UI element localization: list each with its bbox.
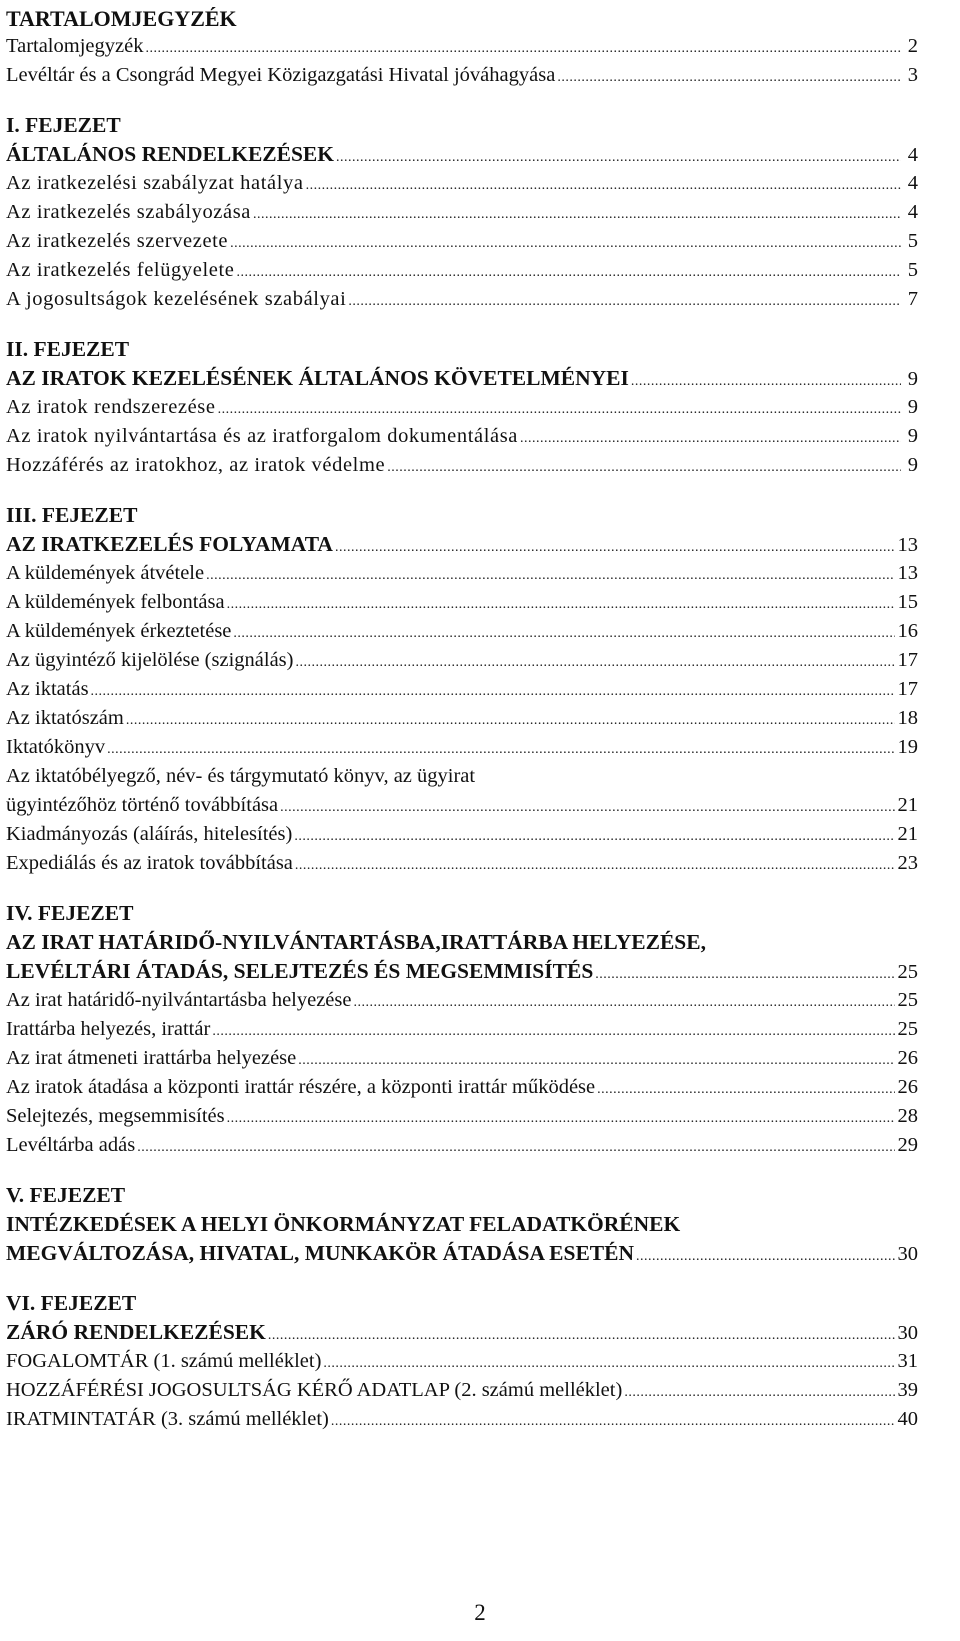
toc-entry[interactable] <box>6 820 918 849</box>
toc-entry-text: FOGALOMTÁR (1. számú melléklet) <box>6 1350 322 1372</box>
toc-entry-text: A küldemények érkeztetése <box>6 620 232 642</box>
dot-leader <box>126 706 895 735</box>
toc-entry[interactable] <box>6 849 918 878</box>
toc-entry[interactable] <box>6 393 918 422</box>
chapter-number: II. FEJEZET <box>6 337 130 361</box>
toc-entry[interactable] <box>6 588 918 617</box>
toc-entry-text: Levéltárba adás <box>6 1134 136 1156</box>
toc-entry[interactable] <box>6 675 918 704</box>
toc-entry[interactable] <box>6 227 918 256</box>
toc-entry-page: 23 <box>897 852 918 874</box>
toc-entry-text: Az irat átmeneti irattárba helyezése <box>6 1047 297 1069</box>
dot-leader <box>280 793 894 822</box>
spacer <box>6 1160 918 1181</box>
toc-entry-page: 25 <box>897 961 918 983</box>
toc-entry[interactable] <box>6 617 918 646</box>
toc-entry-text: Az iratok nyilvántartása és az iratforgalom dokumentálása <box>6 425 518 447</box>
spacer <box>6 878 918 899</box>
toc-entry-text: ügyintézőhöz történő továbbítása <box>6 794 279 816</box>
chapter-title-entry[interactable] <box>6 140 918 169</box>
toc-entry[interactable] <box>6 1102 918 1131</box>
toc-entry-text: Az iktatószám <box>6 707 124 729</box>
toc-entry-page: 30 <box>897 1322 918 1344</box>
toc-entry-line: Az iktatóbélyegző, név- és tárgymutató könyv, az ügyirat <box>6 765 476 787</box>
toc-entry-text: Az ügyintéző kijelölése (szignálás) <box>6 649 294 671</box>
dot-leader <box>387 453 901 482</box>
toc-entry-text: Az irat határidő-nyilvántartásba helyezése <box>6 989 352 1011</box>
dot-leader <box>233 619 894 648</box>
dot-leader <box>227 1104 895 1133</box>
spacer <box>6 314 918 335</box>
dot-leader <box>212 1017 894 1046</box>
toc-entry[interactable] <box>6 646 918 675</box>
dot-leader <box>145 34 901 63</box>
toc-entry-text: Levéltár és a Csongrád Megyei Közigazgatási Hivatal jóváhagyása <box>6 64 556 86</box>
chapter-title-entry[interactable] <box>6 1318 918 1347</box>
toc-entry[interactable] <box>6 733 918 762</box>
spacer <box>6 1268 918 1289</box>
toc-entry-page: 40 <box>897 1408 918 1430</box>
dot-leader <box>230 229 901 258</box>
chapter-title-line: INTÉZKEDÉSEK A HELYI ÖNKORMÁNYZAT FELADATKÖRÉNEK <box>6 1212 681 1236</box>
toc-entry[interactable] <box>6 791 918 820</box>
toc-entry-page: 39 <box>897 1379 918 1401</box>
toc-entry-text: A küldemények átvétele <box>6 562 205 584</box>
toc-entry-page: 17 <box>897 649 918 671</box>
toc-entry-page: 9 <box>907 454 918 476</box>
toc-entry-page: 13 <box>897 562 918 584</box>
toc-entry-text: LEVÉLTÁRI ÁTADÁS, SELEJTEZÉS ÉS MEGSEMMISÍTÉS <box>6 959 594 983</box>
toc-entry-text: Az iratkezelés szabályozása <box>6 201 251 223</box>
dot-leader <box>107 735 894 764</box>
toc-entry-text: AZ IRATOK KEZELÉSÉNEK ÁLTALÁNOS KÖVETELMÉNYEI <box>6 366 629 390</box>
toc-entry[interactable] <box>6 169 918 198</box>
chapter-number: I. FEJEZET <box>6 113 121 137</box>
toc-entry-text: Az iratok rendszerezése <box>6 396 216 418</box>
toc-entry-text: Az iktatás <box>6 678 89 700</box>
dot-leader <box>298 1046 894 1075</box>
toc-entry[interactable] <box>6 32 918 61</box>
toc-entry-page: 25 <box>897 1018 918 1040</box>
dot-leader <box>336 143 901 172</box>
toc-entry-text: ÁLTALÁNOS RENDELKEZÉSEK <box>6 142 334 166</box>
toc-entry-page: 9 <box>907 368 918 390</box>
toc-entry[interactable] <box>6 1131 918 1160</box>
toc-entry-text: Az iratok átadása a központi irattár részére, a központi irattár működése <box>6 1076 596 1098</box>
toc-entry-text: Selejtezés, megsemmisítés <box>6 1105 225 1127</box>
toc-entry[interactable] <box>6 1044 918 1073</box>
chapter-number: V. FEJEZET <box>6 1183 126 1207</box>
page-number: 2 <box>474 1600 486 1625</box>
toc-entry-page: 3 <box>907 64 918 86</box>
dot-leader <box>624 1378 894 1407</box>
dot-leader <box>354 988 895 1017</box>
dot-leader <box>236 258 901 287</box>
toc-entry-text: Az iratkezelési szabályzat hatálya <box>6 172 304 194</box>
toc-entry-page: 15 <box>897 591 918 613</box>
toc-entry-page: 4 <box>907 144 918 166</box>
toc-entry[interactable] <box>6 1015 918 1044</box>
toc-entry-text: AZ IRATKEZELÉS FOLYAMATA <box>6 532 333 556</box>
toc-entry-text: MEGVÁLTOZÁSA, HIVATAL, MUNKAKÖR ÁTADÁSA ESETÉN <box>6 1241 635 1265</box>
toc-entry[interactable] <box>6 1347 918 1376</box>
toc-entry-text: A küldemények felbontása <box>6 591 225 613</box>
toc-title: TARTALOMJEGYZÉK <box>6 6 237 31</box>
dot-leader <box>294 822 894 851</box>
dot-leader <box>631 367 901 396</box>
dot-leader <box>557 63 901 92</box>
spacer <box>6 480 918 501</box>
dot-leader <box>206 561 894 590</box>
dot-leader <box>253 200 901 229</box>
toc-entry[interactable] <box>6 1405 918 1434</box>
toc-entry[interactable] <box>6 1376 918 1405</box>
toc-entry[interactable] <box>6 986 918 1015</box>
toc-entry[interactable] <box>6 451 918 480</box>
dot-leader <box>218 395 901 424</box>
toc-entry-page: 26 <box>897 1047 918 1069</box>
toc-entry[interactable] <box>6 422 918 451</box>
chapter-title-entry[interactable] <box>6 364 918 393</box>
toc-entry-page: 17 <box>897 678 918 700</box>
toc-entry-page: 7 <box>907 288 918 310</box>
dot-leader <box>306 171 901 200</box>
toc-entry[interactable] <box>6 704 918 733</box>
toc-entry[interactable] <box>6 198 918 227</box>
spacer <box>6 90 918 111</box>
toc-entry-page: 31 <box>897 1350 918 1372</box>
chapter-title-entry[interactable] <box>6 1239 918 1268</box>
chapter-title-entry[interactable] <box>6 530 918 559</box>
toc-entry-page: 25 <box>897 989 918 1011</box>
toc-entry-text: Tartalomjegyzék <box>6 35 144 57</box>
toc-entry-text: Az iratkezelés szervezete <box>6 230 229 252</box>
toc-entry-text: Hozzáférés az iratokhoz, az iratok védelme <box>6 454 386 476</box>
toc-entry-page: 29 <box>897 1134 918 1156</box>
toc-entry-page: 13 <box>897 534 918 556</box>
toc-entry-page: 19 <box>897 736 918 758</box>
toc-entry-page: 30 <box>897 1243 918 1265</box>
dot-leader <box>595 960 894 989</box>
dot-leader <box>137 1133 894 1162</box>
dot-leader <box>323 1349 894 1378</box>
toc-entry-text: A jogosultságok kezelésének szabályai <box>6 288 347 310</box>
toc-entry-page: 5 <box>907 259 918 281</box>
toc-entry-text: IRATMINTATÁR (3. számú melléklet) <box>6 1408 329 1430</box>
dot-leader <box>91 677 895 706</box>
toc-entry-text: Az iratkezelés felügyelete <box>6 259 235 281</box>
dot-leader <box>331 1407 895 1436</box>
dot-leader <box>295 648 894 677</box>
toc-entry-page: 28 <box>897 1105 918 1127</box>
toc-entry-text: Irattárba helyezés, irattár <box>6 1018 211 1040</box>
toc-body <box>6 32 918 1434</box>
toc-entry[interactable] <box>6 285 918 314</box>
dot-leader <box>348 287 901 316</box>
toc-entry[interactable] <box>6 1073 918 1102</box>
toc-entry[interactable] <box>6 61 918 90</box>
toc-entry[interactable] <box>6 256 918 285</box>
dot-leader <box>227 590 895 619</box>
table-of-contents <box>6 6 918 1434</box>
toc-entry-page: 4 <box>907 201 918 223</box>
toc-entry-text: HOZZÁFÉRÉSI JOGOSULTSÁG KÉRŐ ADATLAP (2. számú melléklet) <box>6 1379 623 1401</box>
dot-leader <box>597 1075 894 1104</box>
chapter-number: IV. FEJEZET <box>6 901 134 925</box>
toc-entry-page: 21 <box>897 794 918 816</box>
toc-entry-text: Iktatókönyv <box>6 736 106 758</box>
toc-entry-page: 2 <box>907 35 918 57</box>
chapter-number: VI. FEJEZET <box>6 1291 137 1315</box>
toc-entry-page: 18 <box>897 707 918 729</box>
dot-leader <box>636 1242 894 1271</box>
toc-entry-page: 9 <box>907 396 918 418</box>
dot-leader <box>335 533 895 562</box>
dot-leader <box>268 1321 895 1350</box>
toc-entry-text: Expediálás és az iratok továbbítása <box>6 852 293 874</box>
toc-entry-page: 9 <box>907 425 918 447</box>
chapter-title-line: AZ IRAT HATÁRIDŐ-NYILVÁNTARTÁSBA,IRATTÁRBA HELYEZÉSE, <box>6 930 706 954</box>
toc-entry-page: 5 <box>907 230 918 252</box>
toc-entry-page: 16 <box>897 620 918 642</box>
chapter-title-entry[interactable] <box>6 957 918 986</box>
toc-entry-page: 4 <box>907 172 918 194</box>
toc-entry-text: ZÁRÓ RENDELKEZÉSEK <box>6 1320 266 1344</box>
toc-entry-page: 21 <box>897 823 918 845</box>
toc-entry[interactable] <box>6 559 918 588</box>
dot-leader <box>295 851 895 880</box>
toc-entry-text: Kiadmányozás (aláírás, hitelesítés) <box>6 823 293 845</box>
chapter-number: III. FEJEZET <box>6 503 138 527</box>
dot-leader <box>520 424 901 453</box>
toc-entry-page: 26 <box>897 1076 918 1098</box>
